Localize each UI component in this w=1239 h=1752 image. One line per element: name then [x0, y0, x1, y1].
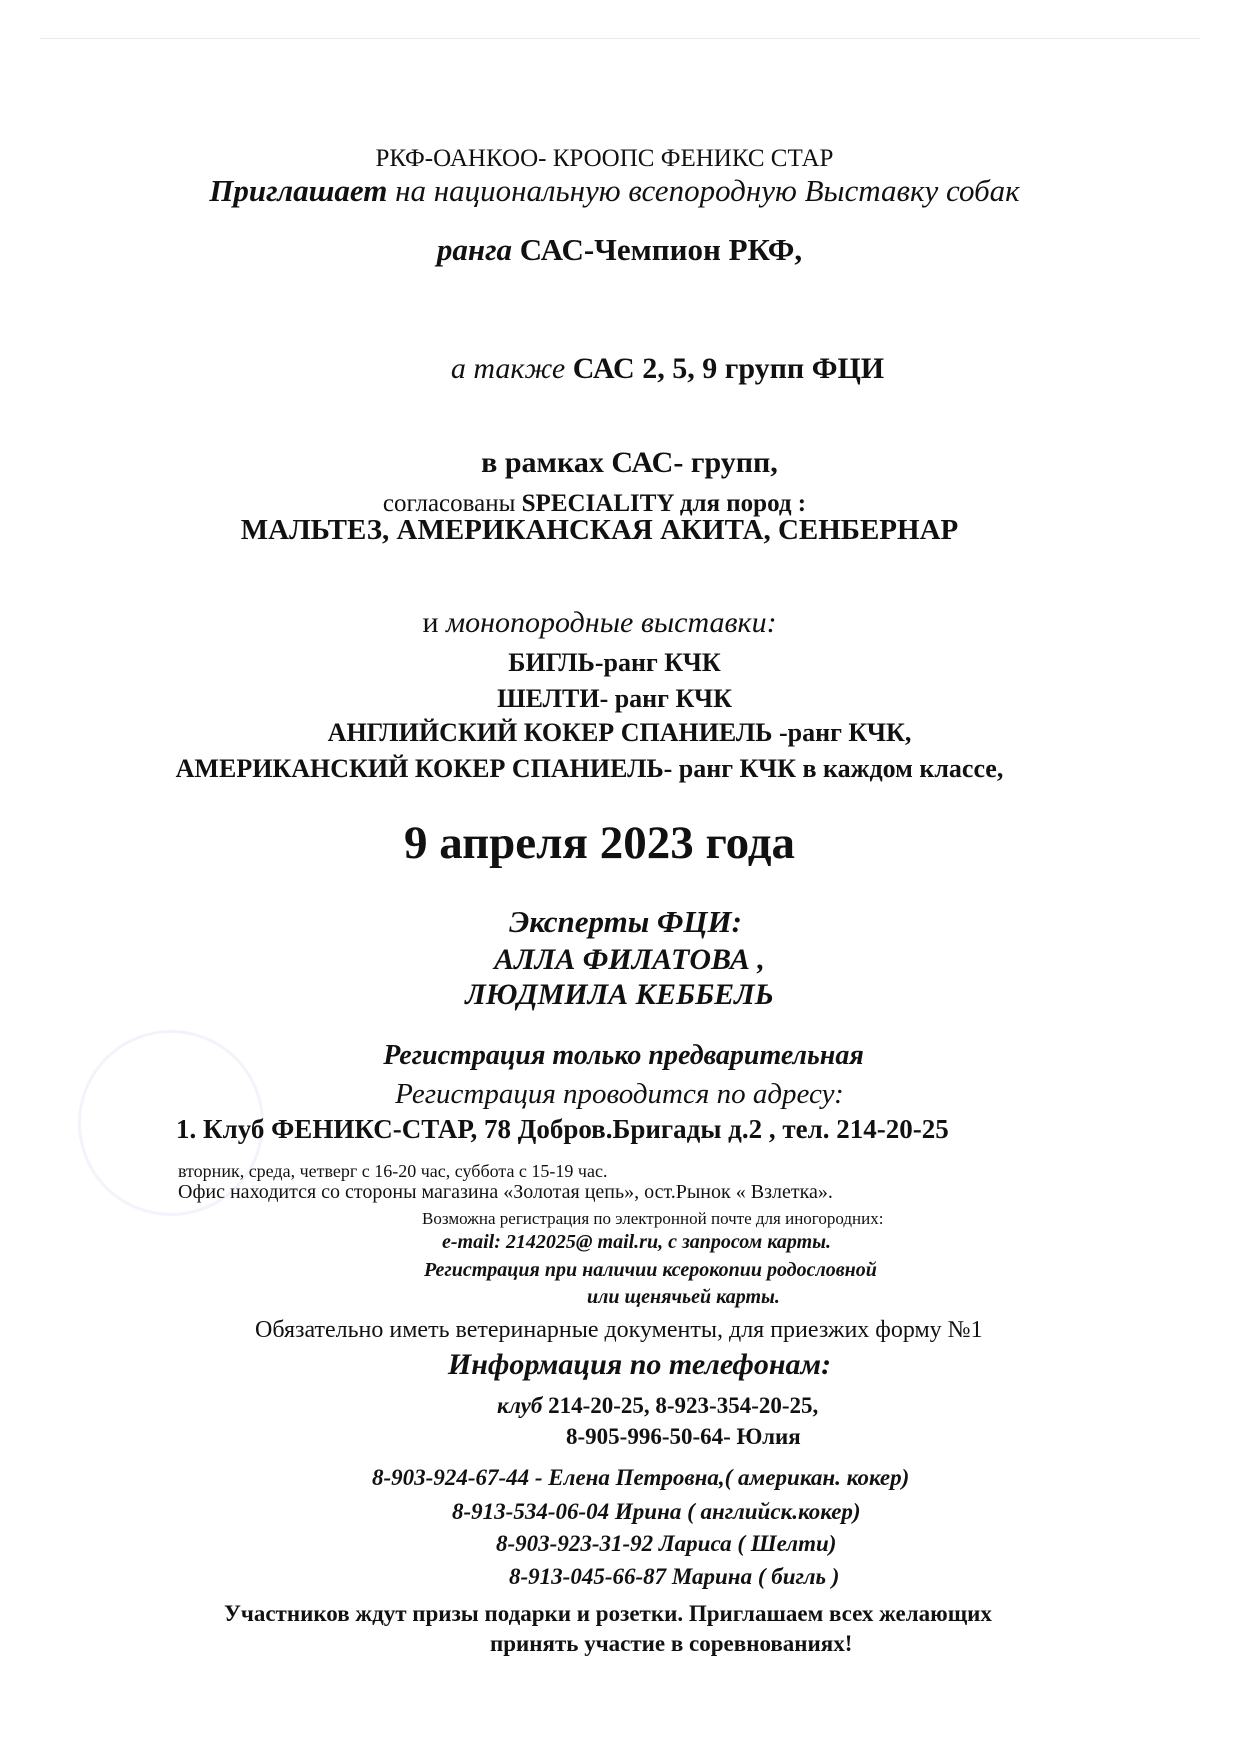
phone-yulia: 8-905-996-50-64- Юлия — [566, 1424, 801, 1449]
expert-name-2: ЛЮДМИЛА КЕББЕЛЬ — [465, 978, 774, 1011]
mono-intro-italic: монопородные выставки: — [446, 606, 777, 639]
speciality-bold: SPECIALITY — [521, 490, 674, 517]
invitation-rest: на национальную всепородную Выставку собак — [387, 173, 1020, 208]
phone-contact-irina: 8-913-534-06-04 Ирина ( английск.кокер) — [452, 1499, 861, 1524]
event-date: 9 апреля 2023 года — [403, 817, 796, 869]
club-phones-line — [497, 1394, 818, 1417]
email-line: e-mail: 2142025@ mail.ru, с запросом карты. — [442, 1231, 832, 1253]
rank-bold: САС-Чемпион РКФ, — [512, 232, 803, 267]
club-phones-numbers: 214-20-25, 8-923-354-20-25, — [542, 1393, 819, 1418]
phone-contact-marina: 8-913-045-66-87 Марина ( бигль ) — [509, 1564, 840, 1589]
speciality-suffix: для пород : — [673, 490, 807, 517]
speciality-prefix: согласованы — [382, 490, 522, 517]
registration-address-intro: Регистрация проводится по адресу: — [395, 1078, 844, 1110]
speciality-breeds: МАЛЬТЕЗ, АМЕРИКАНСКАЯ АКИТА, СЕНБЕРНАР — [240, 514, 959, 546]
office-hours: вторник, среда, четверг с 16-20 час, суббота с 15-19 час. — [178, 1161, 608, 1181]
club-phones-label: клуб — [497, 1393, 543, 1418]
scan-edge-line — [40, 38, 1200, 39]
pedigree-line-2: или щенячьей карты. — [587, 1286, 780, 1308]
mono-item-english-cocker: АНГЛИЙСКИЙ КОКЕР СПАНИЕЛЬ -ранг КЧК, — [327, 718, 912, 747]
rank-line — [0, 234, 1239, 265]
office-location: Офис находится со стороны магазина «Золотая цепь», ост.Рынок « Взлетка». — [178, 1181, 833, 1203]
mono-item-beagle: БИГЛЬ-ранг КЧК — [508, 648, 721, 677]
mono-intro-prefix: и — [422, 606, 446, 639]
experts-label: Эксперты ФЦИ: — [509, 904, 742, 939]
frame-line: в рамках САС- групп, — [481, 446, 778, 479]
registration-only-pre: Регистрация только предварительная — [383, 1040, 864, 1071]
club-address-line: 1. Клуб ФЕНИКС-СТАР, 78 Добров.Бригады д.2 , тел. 214-20-25 — [176, 1114, 949, 1144]
groups-line — [48, 354, 1239, 384]
expert-name-1: АЛЛА ФИЛАТОВА , — [494, 943, 765, 976]
phone-contact-elena: 8-903-924-67-44 - Елена Петровна,( американ. кокер) — [372, 1465, 910, 1490]
pedigree-line-1: Регистрация при наличии ксерокопии родословной — [424, 1259, 877, 1281]
phones-title: Информация по телефонам: — [447, 1348, 832, 1381]
footer-line-1: Участников ждут призы подарки и розетки. Приглашаем всех желающих — [224, 1601, 992, 1626]
phone-contact-larisa: 8-903-923-31-92 Лариса ( Шелти) — [496, 1531, 837, 1556]
organizer-line: РКФ-ОАНКОО- КРООПС ФЕНИКС СТАР — [375, 145, 834, 172]
mono-item-american-cocker: АМЕРИКАНСКИЙ КОКЕР СПАНИЕЛЬ- ранг КЧК в каждом классе, — [175, 754, 1004, 783]
groups-bold: САС 2, 5, 9 групп ФЦИ — [565, 352, 885, 385]
footer-line-2: принять участие в соревнованиях! — [490, 1631, 853, 1656]
mono-item-sheltie: ШЕЛТИ- ранг КЧК — [497, 684, 732, 713]
email-note: Возможна регистрация по электронной почте для иногородних: — [422, 1209, 884, 1228]
speciality-line — [0, 491, 1214, 516]
invitation-line — [0, 175, 1234, 206]
vet-docs-note: Обязательно иметь ветеринарные документы, для приезжих форму №1 — [255, 1317, 983, 1343]
invitation-bold: Приглашает — [209, 173, 388, 208]
rank-italic: ранга — [436, 232, 513, 267]
mono-intro — [0, 608, 1219, 638]
groups-italic: а также — [450, 352, 566, 385]
